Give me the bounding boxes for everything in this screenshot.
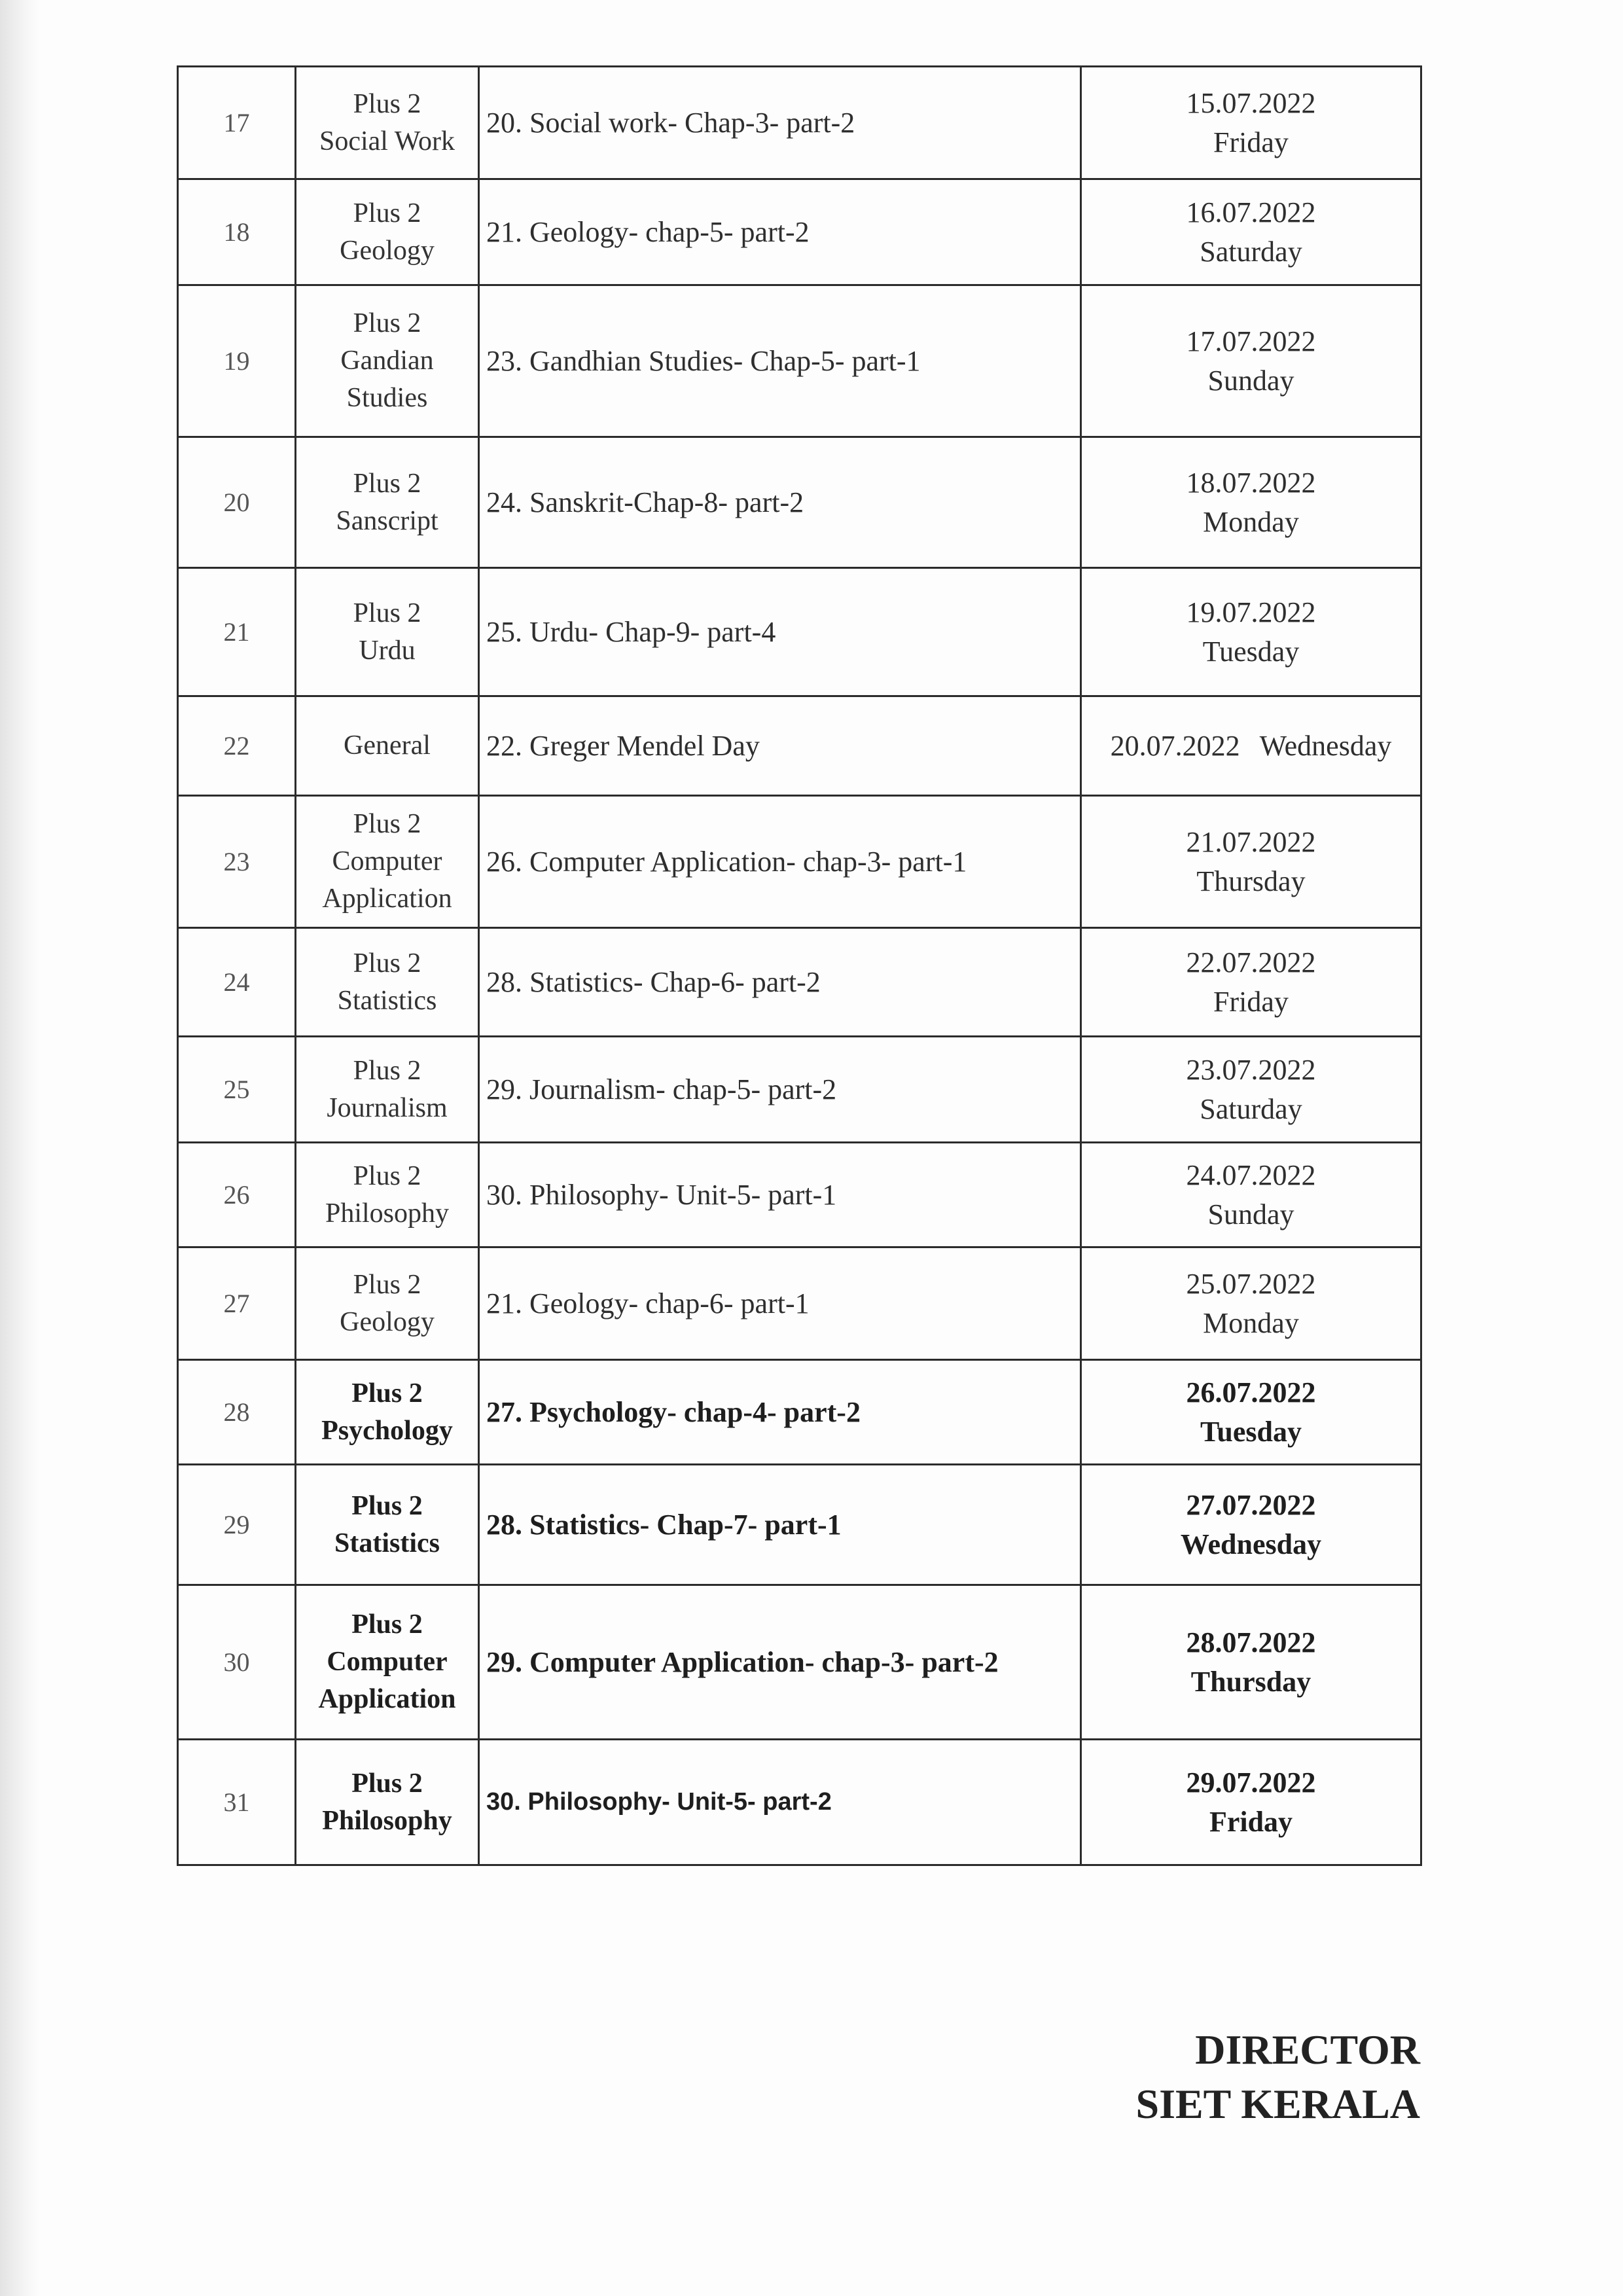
class-cell [296,437,479,568]
class-line: Plus 2 [353,308,421,339]
class-cell [296,1465,479,1585]
date-text: 20.07.2022 [1110,729,1240,762]
date-text: 17.07.2022 [1186,325,1316,358]
date-cell [1081,1585,1421,1740]
topic-cell: 24. Sanskrit-Chap-8- part-2 [479,437,1081,568]
date-text: 21.07.2022 [1186,826,1316,859]
table-row [178,67,1421,179]
day-text: Sunday [1207,364,1294,397]
topic-cell: 25. Urdu- Chap-9- part-4 [479,568,1081,696]
date-cell [1081,437,1421,568]
day-text: Monday [1203,1306,1299,1339]
class-line: Plus 2 [353,1160,421,1191]
table-row [178,796,1421,928]
day-text: Friday [1209,1805,1293,1838]
date-text: 15.07.2022 [1186,87,1316,120]
class-line: Computer [332,846,442,877]
serial-number-cell: 21 [178,568,296,696]
class-line: Social Work [319,126,455,156]
date-text: 25.07.2022 [1186,1268,1316,1300]
date-text: 24.07.2022 [1186,1159,1316,1192]
serial-number-cell: 27 [178,1247,296,1360]
serial-number-cell: 23 [178,796,296,928]
date-cell [1081,796,1421,928]
serial-number-cell: 18 [178,179,296,285]
table-row [178,1247,1421,1360]
class-cell [296,1247,479,1360]
topic-cell: 22. Greger Mendel Day [479,696,1081,796]
class-line: Studies [346,382,428,413]
day-text: Monday [1203,505,1299,538]
date-cell [1081,1037,1421,1143]
serial-number-cell: 25 [178,1037,296,1143]
class-cell [296,1037,479,1143]
class-line: Journalism [327,1092,448,1123]
class-line: Psychology [321,1415,453,1446]
day-text: Saturday [1200,1092,1302,1125]
serial-number-cell: 28 [178,1360,296,1465]
date-text: 19.07.2022 [1186,596,1316,629]
class-line: Plus 2 [351,1490,423,1521]
schedule-table [177,65,1422,1866]
topic-cell: 27. Psychology- chap-4- part-2 [479,1360,1081,1465]
topic-cell: 29. Computer Application- chap-3- part-2 [479,1585,1081,1740]
date-cell [1081,1740,1421,1865]
date-cell [1081,568,1421,696]
table-row [178,1740,1421,1865]
class-cell [296,179,479,285]
date-text: 16.07.2022 [1186,196,1316,229]
day-text: Tuesday [1200,1415,1302,1448]
class-line: Statistics [337,985,437,1016]
day-text: Saturday [1200,235,1302,268]
date-cell [1081,67,1421,179]
table-row [178,928,1421,1037]
topic-cell: 30. Philosophy- Unit-5- part-2 [479,1740,1081,1865]
topic-cell: 21. Geology- chap-6- part-1 [479,1247,1081,1360]
class-cell [296,696,479,796]
class-line: General [344,730,431,761]
topic-cell: 29. Journalism- chap-5- part-2 [479,1037,1081,1143]
date-cell [1081,285,1421,437]
scan-shadow-edge [0,0,39,2296]
class-line: Sanscript [336,505,438,536]
class-cell [296,67,479,179]
table-row [178,1465,1421,1585]
date-cell [1081,179,1421,285]
class-line: Philosophy [322,1805,452,1836]
serial-number-cell: 19 [178,285,296,437]
class-cell [296,796,479,928]
date-cell [1081,1360,1421,1465]
table-row [178,568,1421,696]
day-text: Wednesday [1259,729,1392,762]
serial-number-cell: 20 [178,437,296,568]
class-line: Philosophy [325,1198,450,1229]
class-line: Plus 2 [353,88,421,119]
class-line: Application [322,883,452,914]
class-cell [296,1740,479,1865]
class-line: Gandian [340,346,434,376]
class-line: Plus 2 [353,198,421,228]
topic-cell: 30. Philosophy- Unit-5- part-1 [479,1143,1081,1247]
serial-number-cell: 31 [178,1740,296,1865]
topic-cell: 28. Statistics- Chap-6- part-2 [479,928,1081,1037]
day-text: Tuesday [1202,635,1300,668]
class-cell [296,1585,479,1740]
class-cell [296,285,479,437]
topic-cell: 28. Statistics- Chap-7- part-1 [479,1465,1081,1585]
table-row [178,1585,1421,1740]
signature-title: DIRECTOR [1195,2026,1420,2073]
class-cell [296,928,479,1037]
serial-number-cell: 26 [178,1143,296,1247]
serial-number-cell: 30 [178,1585,296,1740]
serial-number-cell: 24 [178,928,296,1037]
day-text: Friday [1213,126,1289,158]
class-line: Plus 2 [351,1768,423,1799]
class-line: Plus 2 [353,1055,421,1086]
day-text: Wednesday [1180,1528,1322,1560]
class-line: Urdu [359,635,416,666]
class-line: Plus 2 [351,1609,423,1640]
class-line: Geology [340,235,435,266]
class-line: Plus 2 [351,1378,423,1408]
class-line: Plus 2 [353,1269,421,1300]
class-line: Geology [340,1306,435,1337]
date-cell [1081,1465,1421,1585]
class-line: Application [318,1683,456,1714]
schedule-table-body [178,67,1421,1865]
table-row [178,1143,1421,1247]
day-text: Thursday [1196,865,1306,897]
topic-cell: 23. Gandhian Studies- Chap-5- part-1 [479,285,1081,437]
date-text: 27.07.2022 [1186,1489,1316,1522]
day-text: Thursday [1190,1665,1311,1698]
topic-cell: 21. Geology- chap-5- part-2 [479,179,1081,285]
date-cell [1081,1247,1421,1360]
table-row [178,1037,1421,1143]
topic-cell: 26. Computer Application- chap-3- part-1 [479,796,1081,928]
date-cell [1081,1143,1421,1247]
class-line: Plus 2 [353,948,421,978]
serial-number-cell: 29 [178,1465,296,1585]
class-line: Plus 2 [353,468,421,499]
signature-organization: SIET KERALA [1135,2081,1420,2128]
date-cell [1081,928,1421,1037]
serial-number-cell: 17 [178,67,296,179]
serial-number-cell: 22 [178,696,296,796]
class-cell [296,1360,479,1465]
class-line: Computer [327,1647,448,1677]
date-text: 22.07.2022 [1186,946,1316,979]
date-text: 28.07.2022 [1186,1626,1316,1659]
date-cell [1081,696,1421,796]
table-row [178,1360,1421,1465]
day-text: Friday [1213,985,1289,1018]
date-text: 18.07.2022 [1186,467,1316,499]
signature-block [1135,2022,1420,2131]
date-text: 29.07.2022 [1186,1767,1316,1799]
date-text: 23.07.2022 [1186,1054,1316,1086]
table-row [178,696,1421,796]
day-text: Sunday [1207,1198,1294,1230]
date-text: 26.07.2022 [1186,1376,1316,1409]
topic-cell: 20. Social work- Chap-3- part-2 [479,67,1081,179]
class-line: Statistics [334,1528,440,1558]
table-row [178,437,1421,568]
table-row [178,285,1421,437]
table-row [178,179,1421,285]
class-cell [296,1143,479,1247]
class-cell [296,568,479,696]
class-line: Plus 2 [353,809,421,840]
class-line: Plus 2 [353,598,421,628]
